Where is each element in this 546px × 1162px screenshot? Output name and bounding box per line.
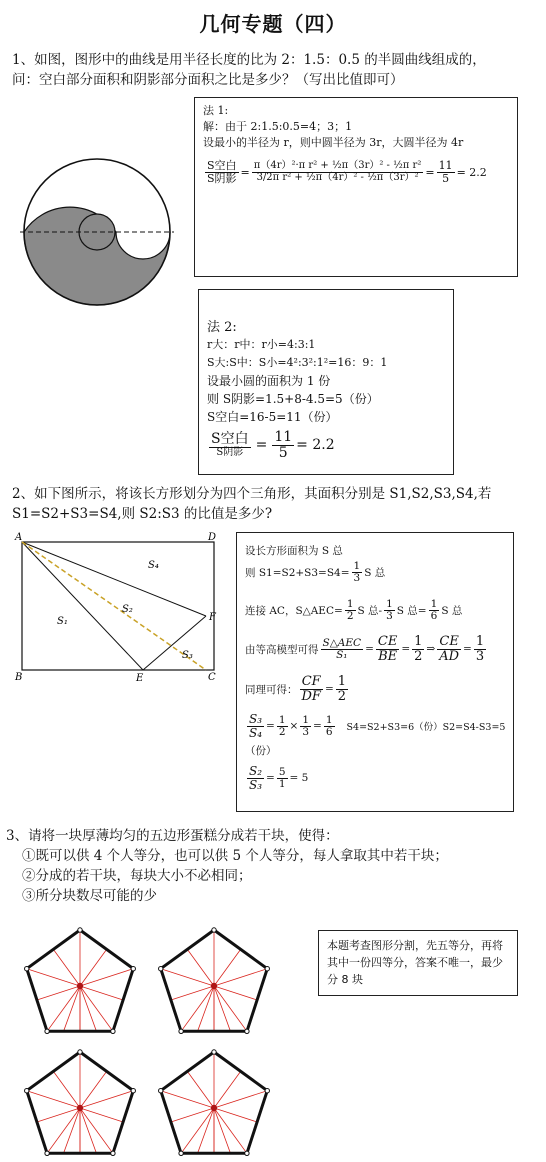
pentagon-1-vertex: [111, 1029, 115, 1033]
pentagon-4-center: [211, 1105, 217, 1111]
pentagon-2-spoke: [214, 969, 267, 986]
pentagon-2-mid-spoke: [187, 949, 214, 986]
pentagon-1-mid-spoke: [80, 949, 107, 986]
pentagon-3-vertex: [131, 1088, 135, 1092]
q2-sol-line1: 设长方形面积为 S 总: [245, 545, 343, 557]
pentagon-2-vertex: [159, 966, 163, 970]
q3-pentagons-figure: [0, 922, 320, 1162]
pentagon-1-mid-spoke: [80, 986, 123, 1000]
q1-text-line1: 1、如图，图形中的曲线是用半径长度的比为 2：1.5：0.5 的半圆曲线组成的，: [12, 52, 486, 68]
q3-answer-box: [318, 930, 518, 996]
q2-sol-line2: 则 S1=S2+S3=S4= $\frac{1}{3}$ S 总: [245, 560, 386, 585]
pentagon-4-spoke: [181, 1108, 214, 1153]
label-E: E: [136, 673, 144, 684]
q3-item2: ②分成的若干块，每块大小不必相同；: [22, 868, 252, 884]
pentagon-4-sub-spoke: [198, 1108, 214, 1153]
q2-sol-line4: 由等高模型可得 $\frac{\text{S△AEC}}{\text{S₁}}$ = $\frac{CE}{BE}$ = $\frac{1}{2}$ ⇒ $\frac{CE}{AD}$ = $\frac{1}{3}$: [245, 634, 485, 664]
pentagon-2-vertex: [245, 1029, 249, 1033]
pentagon-1-sub-spoke: [80, 986, 96, 1031]
pentagon-3-spoke: [47, 1108, 80, 1153]
q3-item1: ①既可以供 4 个人等分，也可以供 5 个人等分，每人拿取其中若干块；: [22, 848, 448, 864]
pentagon-3-spoke: [80, 1091, 133, 1108]
q2-sol-line6b: （份）: [245, 745, 277, 757]
q2-text-line2: S1=S2+S3=S4,则 S2:S3 的比值是多少?: [12, 506, 273, 522]
pentagon-1-mid-spoke: [37, 986, 80, 1000]
pentagon-2-spoke: [214, 986, 247, 1031]
pentagon-3-vertex: [111, 1151, 115, 1155]
q1-method2-box: [198, 289, 454, 475]
q2-sol-line7: $\frac{\text{S₂}}{\text{S₃}}$ = $\frac{5}{1}$ = 5: [249, 764, 309, 792]
pentagon-3-spoke: [80, 1108, 113, 1153]
pentagon-3-spoke: [27, 1091, 80, 1108]
label-B: B: [15, 672, 23, 683]
label-S2: S₂: [122, 604, 133, 615]
pentagon-3-mid-spoke: [80, 1071, 107, 1108]
pentagon-3-sub-spoke: [64, 1108, 80, 1153]
pentagon-2-vertex: [212, 928, 216, 932]
pentagon-2-mid-spoke: [214, 949, 241, 986]
label-D: D: [208, 532, 217, 543]
q2-solution-box: [236, 532, 514, 812]
method2-equation: $\frac{\text{S空白}}{\text{S阴影}}$ = $\frac{11}{5}$ = 2.2: [211, 429, 335, 461]
pentagon-4-spoke: [161, 1091, 214, 1108]
pentagon-1-spoke: [27, 969, 80, 986]
pentagon-4-vertex: [212, 1050, 216, 1054]
pentagon-4-vertex: [245, 1151, 249, 1155]
pentagon-4-sub-spoke: [214, 1108, 230, 1153]
pentagon-3-mid-spoke: [80, 1108, 123, 1122]
pentagon-4-mid-spoke: [187, 1071, 214, 1108]
pentagon-2-mid-spoke: [171, 986, 214, 1000]
pentagon-4-spoke: [214, 1091, 267, 1108]
pentagon-3-vertex: [45, 1151, 49, 1155]
q3-answer-text: 本题考查图形分割，先五等分，再将其中一份四等分，答案不唯一，最少分 8 块: [327, 939, 503, 986]
page-title: 几何专题（四）: [199, 12, 347, 36]
q1-text-line2: 问：空白部分面积和阴影部分面积之比是多少？（写出比值即可）: [12, 72, 404, 88]
pentagon-2-spoke: [181, 986, 214, 1031]
label-A: A: [15, 532, 23, 543]
q2-sol-line6: $\frac{\text{S₃}}{\text{S₄}}$ = $\frac{1}{2}$ × $\frac{1}{3}$ = $\frac{1}{6}$ S4=S2+S3=6（份）S2=S4-S3=5: [249, 712, 506, 740]
pentagon-4-mid-spoke: [171, 1108, 214, 1122]
q1-prompt: [12, 50, 542, 90]
pentagon-2-center: [211, 983, 217, 989]
pentagon-1-vertex: [45, 1029, 49, 1033]
q3-prompt: [6, 826, 542, 906]
label-S1: S₁: [57, 616, 68, 627]
method1-equation: $\frac{\text{S空白}}{\text{S阴影}}$ = $\frac{\text{π（4r）²·π r² + ½π（3r）² - ½π r²}}{\text{3/2π r² + ½π（4r）² - ½π（3r）²}}$ = $\frac{11}{5}$ = 2.2: [207, 159, 487, 185]
pentagon-3-vertex: [25, 1088, 29, 1092]
pentagon-2-vertex: [265, 966, 269, 970]
q3-text-line1: 3、请将一块厚薄均匀的五边形蛋糕分成若干块，使得：: [6, 828, 339, 844]
pentagon-1-vertex: [78, 928, 82, 932]
method2-line1: r大：r中：r小=4:3:1: [207, 338, 316, 351]
pentagon-3-mid-spoke: [37, 1108, 80, 1122]
method2-heading: 法 2:: [207, 320, 237, 335]
pentagon-4-vertex: [265, 1088, 269, 1092]
pentagon-4-mid-spoke: [214, 1108, 257, 1122]
method2-line5: S空白=16-5=11（份）: [207, 410, 338, 424]
label-F: F: [209, 612, 216, 623]
pentagon-4-vertex: [179, 1151, 183, 1155]
q1-method1-box: [194, 97, 518, 277]
q1-circle-figure: [12, 150, 182, 320]
method1-result-frac: $\frac{11}{5}$: [438, 159, 453, 185]
pentagon-3-sub-spoke: [80, 1108, 96, 1153]
method1-result: = 2.2: [456, 165, 487, 179]
pentagon-4-mid-spoke: [214, 1071, 241, 1108]
pentagon-1-center: [77, 983, 83, 989]
pentagon-2-mid-spoke: [214, 986, 257, 1000]
pentagon-1-spoke: [80, 986, 113, 1031]
pentagon-3-center: [77, 1105, 83, 1111]
pentagon-2-spoke: [161, 969, 214, 986]
method2-line2: S大:S中：S小=4²:3²:1²=16：9：1: [207, 356, 388, 369]
method2-line4: 则 S阴影=1.5+8-4.5=5（份）: [207, 392, 379, 406]
label-S3: S₃: [182, 650, 193, 661]
pentagon-2-sub-spoke: [214, 986, 230, 1031]
q2-prompt: [12, 484, 542, 524]
q2-sol-line5: 同理可得： $\frac{CF}{DF}$ = $\frac{1}{2}$: [245, 674, 347, 704]
method1-line2: 设最小的半径为 r，则中圆半径为 3r，大圆半径为 4r: [203, 136, 464, 149]
pentagon-1-vertex: [131, 966, 135, 970]
pentagon-4-vertex: [159, 1088, 163, 1092]
method1-expr: $\frac{\text{π（4r）²·π r² + ½π（3r）² - ½π r²}}{\text{3/2π r² + ½π（4r）² - ½π（3r）²}}$: [253, 160, 422, 183]
pentagon-3-mid-spoke: [53, 1071, 80, 1108]
method2-line3: 设最小圆的面积为 1 份: [207, 374, 331, 388]
pentagon-1-vertex: [25, 966, 29, 970]
q3-item3: ③所分块数尽可能的少: [22, 888, 157, 904]
pentagon-3-vertex: [78, 1050, 82, 1054]
q2-text-line1: 2、如下图所示，将该长方形划分为四个三角形，其面积分别是 S1,S2,S3,S4,若: [12, 486, 492, 502]
pentagon-2-vertex: [179, 1029, 183, 1033]
pentagon-2-sub-spoke: [198, 986, 214, 1031]
label-S4: S₄: [148, 560, 159, 571]
method1-s-ratio: $\frac{\text{S空白}}{\text{S阴影}}$: [207, 159, 237, 185]
q2-sol-line3: 连接 AC，S△AEC= $\frac{1}{2}$ S 总- $\frac{1}{3}$ S 总= $\frac{1}{6}$ S 总: [245, 598, 463, 623]
method1-line1: 解：由于 2:1.5:0.5=4；3；1: [203, 120, 353, 133]
q2-rectangle-figure: [12, 530, 224, 684]
pentagon-4-spoke: [214, 1108, 247, 1153]
pentagon-1-spoke: [47, 986, 80, 1031]
pentagon-1-mid-spoke: [53, 949, 80, 986]
label-C: C: [208, 672, 216, 683]
method1-heading: 法 1:: [203, 104, 229, 117]
pentagon-1-sub-spoke: [64, 986, 80, 1031]
pentagon-1-spoke: [80, 969, 133, 986]
